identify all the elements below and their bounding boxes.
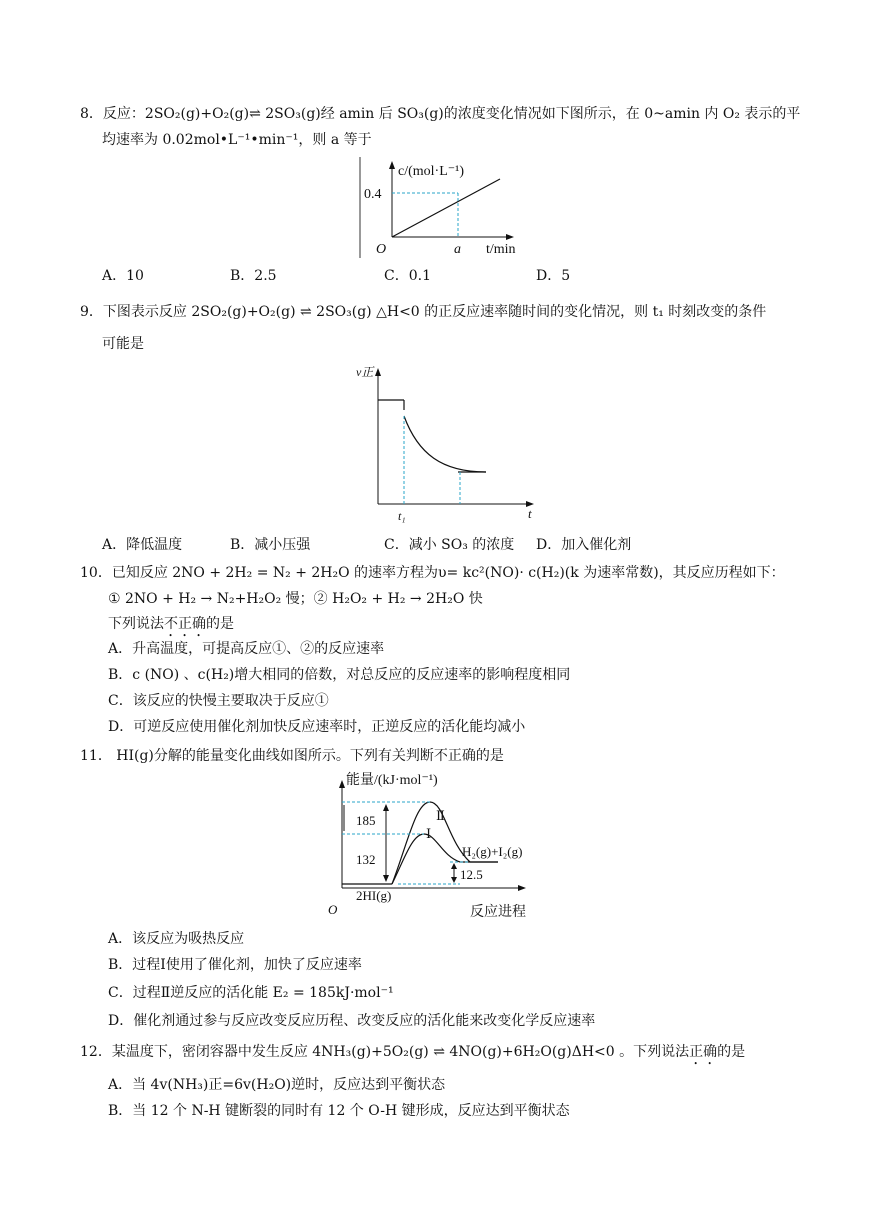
q9-ylabel: v正 [356,365,374,379]
q8-option-d[interactable]: D．5 [536,268,571,284]
q11-chart [320,772,550,922]
q8-ytick: 0.4 [364,187,382,202]
q9-xlabel: t [528,506,532,521]
q11-label-12-5: 12.5 [460,867,483,882]
q9-option-b[interactable]: B．减小压强 [230,537,311,553]
q10-option-d[interactable]: D．可逆反应使用催化剂加快反应速率时，正逆反应的活化能均减小 [108,719,526,735]
q12-option-b[interactable]: B．当 12 个 N-H 键断裂的同时有 12 个 O-H 键形成，反应达到平衡状态 [108,1103,570,1119]
q11-curve-1 [392,834,460,884]
q8-stem-line1: 8．反应：2SO₂(g)+O₂(g)⇌ 2SO₃(g)经 amin 后 SO₃(g)的浓度变化情况如下图所示，在 0~amin 内 O₂ 表示的平 [80,106,801,122]
q8-option-a[interactable]: A．10 [102,268,144,284]
q8-chart [358,155,528,260]
q11-option-b[interactable]: B．过程Ⅰ使用了催化剂，加快了反应速率 [108,957,362,973]
q9-stem-line1: 9．下图表示反应 2SO₂(g)+O₂(g) ⇌ 2SO₃(g) △H<0 的正反应速率随时间的变化情况，则 t₁ 时刻改变的条件 [80,304,767,320]
q11-origin: O [328,902,338,917]
q11-reactant-label: 2HI(g) [356,888,392,903]
q8-stem-line2: 均速率为 0.02mol•L⁻¹•min⁻¹，则 a 等于 [102,132,372,148]
q11-label-132: 132 [356,852,376,867]
q10-option-a[interactable]: A．升高温度，可提高反应①、②的反应速率 [108,641,385,657]
q10-prompt-emphasis: 不正确 [164,616,206,632]
q11-stem: 11． HI(g)分解的能量变化曲线如图所示。下列有关判断不正确的是 [80,748,504,764]
q11-arrow-132-top [383,804,389,811]
q10-stem-line2: ① 2NO + H₂ → N₂+H₂O₂ 慢；② H₂O₂ + H₂ → 2H₂O 快 [108,591,483,607]
q11-curve-2-label: Ⅱ [436,808,445,823]
q8-xtick: a [454,242,461,257]
q10-option-b[interactable]: B．c (NO) 、c(H₂)增大相同的倍数，对总反应的反应速率的影响程度相同 [108,667,571,683]
q11-arrow-125-bottom [451,877,457,883]
q11-product-label: H₂(g)+I₂(g) [462,844,523,859]
q10-prompt-a: 下列说法 [108,616,164,632]
q11-y-arrow [339,780,345,788]
q8-origin: O [376,242,387,257]
q11-option-c[interactable]: C．过程Ⅱ逆反应的活化能 E₂ = 185kJ·mol⁻¹ [108,985,394,1001]
q11-arrow-125-top [451,863,457,869]
q8-ylabel: c/(mol·L⁻¹) [398,164,465,179]
q8-option-c[interactable]: C．0.1 [384,268,431,284]
q11-option-d[interactable]: D．催化剂通过参与反应改变反应历程、改变反应的活化能来改变化学反应速率 [108,1013,596,1029]
q12-stem-c: 的是 [717,1044,746,1060]
q9-xtick: t₁ [398,509,406,523]
q12-option-a[interactable]: A．当 4v(NH₃)正=6v(H₂O)逆时，反应达到平衡状态 [108,1077,446,1093]
q12-stem-a: 12．某温度下，密闭容器中发生反应 4NH₃(g)+5O₂(g) ⇌ 4NO(g)+6H₂O(g)ΔH<0 。下列说法 [80,1044,690,1060]
q11-option-a[interactable]: A．该反应为吸热反应 [108,931,245,947]
q9-chart [350,362,550,524]
q9-option-d[interactable]: D．加入催化剂 [536,537,632,553]
q8-x-arrow [506,234,514,240]
q11-arrow-132-bottom [383,875,389,882]
q9-rate-curve [404,416,486,472]
q8-xlabel: t/min [486,242,516,257]
q11-x-arrow [518,885,526,891]
q9-option-c[interactable]: C．减小 SO₃ 的浓度 [384,537,515,553]
q8-option-b[interactable]: B．2.5 [230,268,277,284]
q9-y-arrow [375,368,381,376]
q9-option-a[interactable]: A．降低温度 [102,537,183,553]
q10-prompt [108,614,234,640]
q11-xlabel: 反应进程 [470,905,526,920]
q11-ylabel: 能量/(kJ·mol⁻¹) [346,773,438,788]
q12-stem [80,1042,745,1068]
q11-curve-1-label: Ⅰ [426,826,432,841]
q10-option-c[interactable]: C．该反应的快慢主要取决于反应① [108,693,329,709]
q11-label-185: 185 [356,813,376,828]
q9-stem-line2: 可能是 [102,336,144,352]
q10-stem-line1: 10．已知反应 2NO + 2H₂ = N₂ + 2H₂O 的速率方程为υ= kc²(NO)· c(H₂)(k 为速率常数)，其反应历程如下： [80,565,785,581]
q12-stem-emphasis: 正确 [689,1044,718,1060]
q8-data-line [392,179,500,237]
q10-prompt-c: 的是 [206,616,234,632]
q8-y-arrow [389,161,395,169]
